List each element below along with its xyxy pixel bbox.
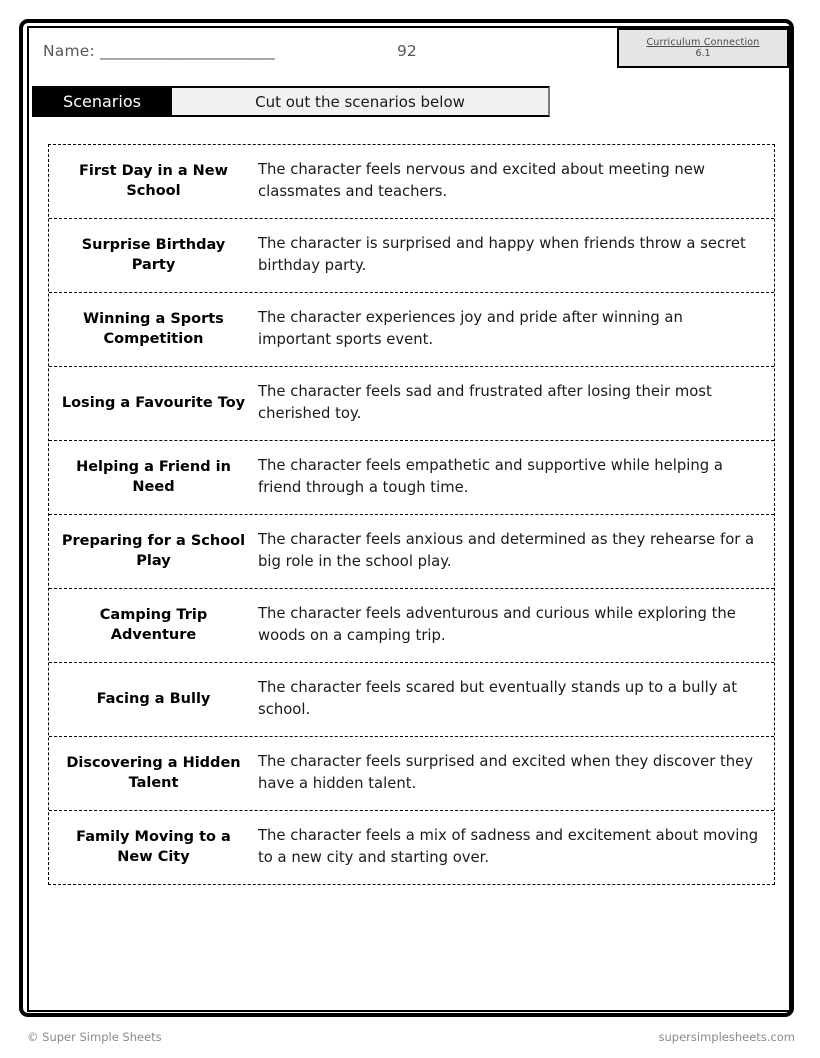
scenario-description: The character feels surprised and excited when they discover they have a hidden talent. xyxy=(258,752,754,793)
table-row xyxy=(49,441,774,515)
page-number: 92 xyxy=(397,42,417,60)
worksheet-header xyxy=(29,28,789,84)
footer-copyright: © Super Simple Sheets xyxy=(27,1030,162,1044)
curriculum-connection-title: Curriculum Connection xyxy=(646,36,760,48)
scenario-title: Preparing for a School Play xyxy=(61,532,246,570)
table-row xyxy=(49,663,774,737)
section-instruction: Cut out the scenarios below xyxy=(172,86,550,117)
scenario-title: Winning a Sports Competition xyxy=(83,310,224,348)
tab-scenarios[interactable]: Scenarios xyxy=(32,86,172,117)
scenario-table xyxy=(48,144,775,885)
table-row xyxy=(49,737,774,811)
scenario-description: The character feels scared but eventually stands up to a bully at school. xyxy=(258,678,738,719)
scenario-title: Camping Trip Adventure xyxy=(99,606,208,644)
section-header xyxy=(32,86,550,117)
scenario-title: Discovering a Hidden Talent xyxy=(66,754,241,792)
scenario-description: The character experiences joy and pride after winning an important sports event. xyxy=(258,308,683,349)
scenario-title: Facing a Bully xyxy=(96,690,211,707)
scenario-title: Surprise Birthday Party xyxy=(81,236,226,274)
scenario-description: The character feels anxious and determined as they rehearse for a big role in the school play. xyxy=(258,530,755,571)
page-inner-border xyxy=(27,26,791,1012)
scenario-title: First Day in a New School xyxy=(78,162,229,200)
scenario-description: The character feels adventurous and curious while exploring the woods on a camping trip. xyxy=(258,604,736,645)
page-footer xyxy=(19,1030,795,1050)
scenario-description: The character feels empathetic and supportive while helping a friend through a tough time. xyxy=(258,456,723,497)
scenario-description: The character is surprised and happy when friends throw a secret birthday party. xyxy=(258,234,746,275)
table-row xyxy=(49,589,774,663)
table-row xyxy=(49,293,774,367)
scenario-title: Helping a Friend in Need xyxy=(76,458,231,496)
scenario-description: The character feels sad and frustrated after losing their most cherished toy. xyxy=(258,382,712,423)
table-row xyxy=(49,515,774,589)
scenario-description: The character feels a mix of sadness and excitement about moving to a new city and starting over. xyxy=(258,826,759,867)
table-row xyxy=(49,367,774,441)
name-field-label[interactable]: Name: ______________________ xyxy=(43,42,275,60)
table-row xyxy=(49,219,774,293)
footer-website: supersimplesheets.com xyxy=(658,1030,795,1044)
table-row xyxy=(49,145,774,219)
scenario-title: Losing a Favourite Toy xyxy=(61,395,246,412)
curriculum-connection-code: 6.1 xyxy=(695,48,711,59)
table-row xyxy=(49,811,774,884)
scenario-title: Family Moving to a New City xyxy=(76,828,231,866)
scenario-description: The character feels nervous and excited about meeting new classmates and teachers. xyxy=(258,161,706,201)
curriculum-connection-box xyxy=(617,28,789,68)
